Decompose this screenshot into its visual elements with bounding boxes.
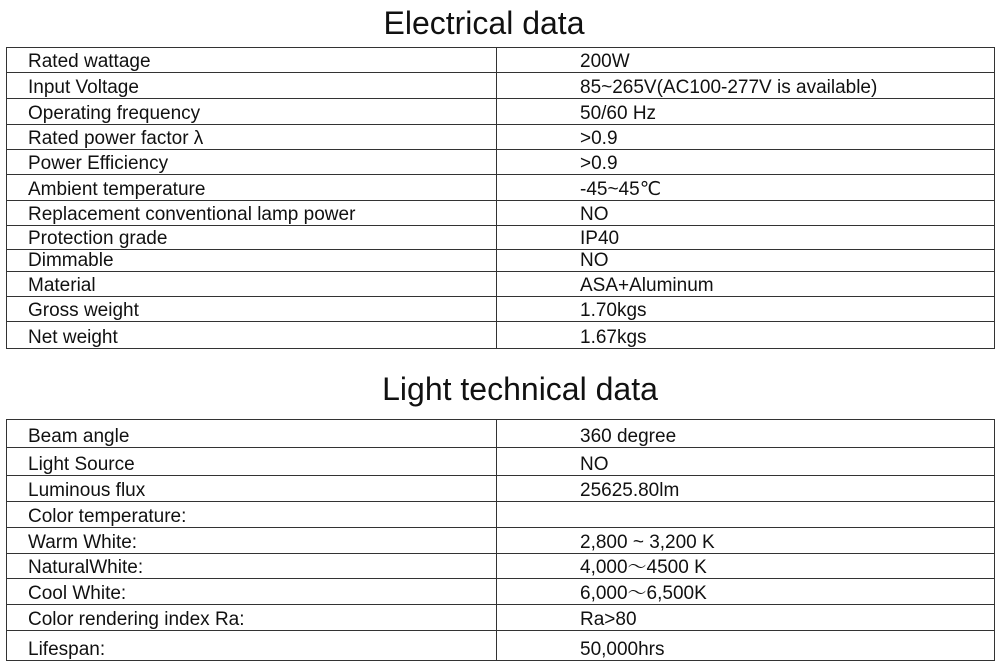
- row-value: >0.9: [497, 150, 995, 175]
- table-row: [7, 579, 995, 605]
- row-label: Lifespan:: [7, 631, 497, 661]
- row-value: ASA+Aluminum: [497, 272, 995, 297]
- row-label: Color temperature:: [7, 502, 497, 528]
- table-row: [7, 250, 995, 272]
- row-value: 200W: [497, 48, 995, 73]
- table-row: [7, 48, 995, 73]
- table-row: [7, 226, 995, 250]
- row-label: Material: [7, 272, 497, 297]
- table-row: [7, 272, 995, 297]
- row-value: 1.67kgs: [497, 322, 995, 349]
- light-technical-data-table: [6, 419, 995, 661]
- table-row: [7, 448, 995, 476]
- row-value: >0.9: [497, 125, 995, 150]
- table-row: [7, 631, 995, 661]
- table-row: [7, 297, 995, 322]
- table-row: [7, 99, 995, 125]
- row-value: 4,000～4500 K: [497, 554, 995, 579]
- table-row: [7, 502, 995, 528]
- row-label: Luminous flux: [7, 476, 497, 502]
- table-row: [7, 554, 995, 579]
- row-value: 50/60 Hz: [497, 99, 995, 125]
- row-value: -45~45℃: [497, 175, 995, 201]
- row-value: NO: [497, 250, 995, 272]
- row-value: NO: [497, 448, 995, 476]
- row-label: Color rendering index Ra:: [7, 605, 497, 631]
- row-value: NO: [497, 201, 995, 226]
- table-row: [7, 420, 995, 448]
- electrical-data-table: [6, 47, 995, 349]
- row-label: Net weight: [7, 322, 497, 349]
- row-label: Cool White:: [7, 579, 497, 605]
- row-value: 85~265V(AC100-277V is available): [497, 73, 995, 99]
- light-technical-data-title: Light technical data: [382, 371, 658, 407]
- row-value: IP40: [497, 226, 995, 250]
- table-row: [7, 605, 995, 631]
- table-row: [7, 150, 995, 175]
- row-value: 1.70kgs: [497, 297, 995, 322]
- table-row: [7, 73, 995, 99]
- row-value: 360 degree: [497, 420, 995, 448]
- table-row: [7, 125, 995, 150]
- row-value: 25625.80lm: [497, 476, 995, 502]
- row-label: Rated wattage: [7, 48, 497, 73]
- row-label: Input Voltage: [7, 73, 497, 99]
- row-label: Power Efficiency: [7, 150, 497, 175]
- row-value: 50,000hrs: [497, 631, 995, 661]
- electrical-data-title: Electrical data: [383, 5, 585, 41]
- table-row: [7, 175, 995, 201]
- row-label: Replacement conventional lamp power: [7, 201, 497, 226]
- row-value: 2,800 ~ 3,200 K: [497, 528, 995, 554]
- table-row: [7, 528, 995, 554]
- table-row: [7, 476, 995, 502]
- row-label: Ambient temperature: [7, 175, 497, 201]
- row-label: Operating frequency: [7, 99, 497, 125]
- row-label: Protection grade: [7, 226, 497, 250]
- row-value: Ra>80: [497, 605, 995, 631]
- row-label: Gross weight: [7, 297, 497, 322]
- row-value: [497, 502, 995, 528]
- row-label: NaturalWhite:: [7, 554, 497, 579]
- row-label: Warm White:: [7, 528, 497, 554]
- row-label: Rated power factor λ: [7, 125, 497, 150]
- row-value: 6,000～6,500K: [497, 579, 995, 605]
- row-label: Beam angle: [7, 420, 497, 448]
- row-label: Dimmable: [7, 250, 497, 272]
- table-row: [7, 201, 995, 226]
- row-label: Light Source: [7, 448, 497, 476]
- table-row: [7, 322, 995, 349]
